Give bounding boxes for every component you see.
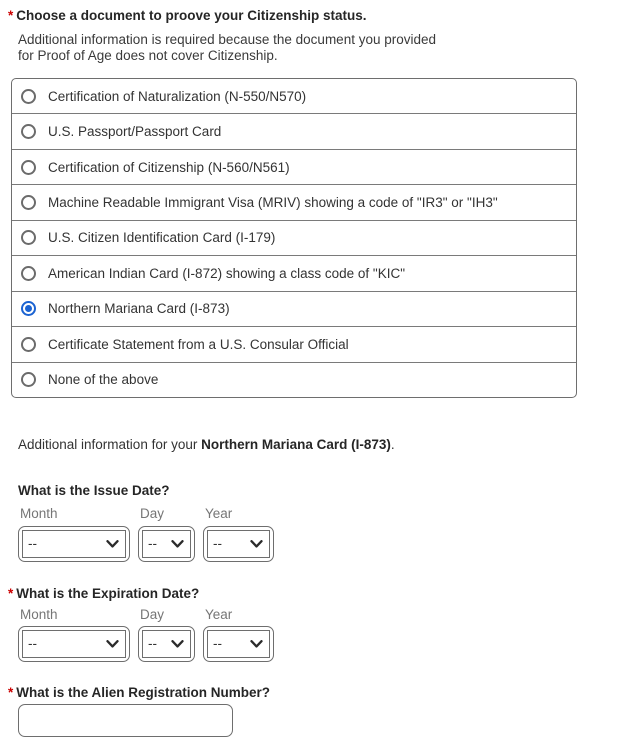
alien-registration-question bbox=[8, 685, 618, 700]
required-asterisk: * bbox=[8, 8, 14, 23]
description bbox=[18, 32, 618, 64]
option-row[interactable] bbox=[12, 362, 576, 397]
page-title-text: Choose a document to proove your Citizenship status. bbox=[16, 8, 367, 23]
option-label: U.S. Citizen Identification Card (I-179) bbox=[48, 230, 276, 246]
issue-date-selects bbox=[18, 526, 618, 562]
citizenship-document-options bbox=[11, 78, 577, 398]
required-asterisk: * bbox=[8, 685, 14, 700]
expiration-day-value: -- bbox=[148, 636, 157, 651]
year-label: Year bbox=[205, 506, 233, 521]
issue-month-select[interactable] bbox=[18, 526, 130, 562]
chevron-down-icon bbox=[171, 540, 184, 548]
issue-date-labels bbox=[18, 507, 618, 521]
chevron-down-icon bbox=[250, 540, 263, 548]
option-row[interactable] bbox=[12, 149, 576, 184]
option-row[interactable] bbox=[12, 79, 576, 113]
selected-document-name: Northern Mariana Card (I-873) bbox=[201, 437, 391, 452]
expiration-month-select[interactable] bbox=[18, 626, 130, 662]
radio-button-icon[interactable] bbox=[21, 301, 36, 316]
radio-button-icon[interactable] bbox=[21, 337, 36, 352]
option-label: U.S. Passport/Passport Card bbox=[48, 124, 222, 140]
month-label: Month bbox=[20, 607, 58, 622]
month-label: Month bbox=[20, 506, 58, 521]
additional-info-suffix: . bbox=[390, 437, 395, 452]
option-row[interactable] bbox=[12, 255, 576, 290]
issue-date-question-text: What is the Issue Date? bbox=[18, 483, 170, 498]
radio-button-icon[interactable] bbox=[21, 195, 36, 210]
issue-month-value: -- bbox=[28, 536, 37, 551]
additional-info-prefix: Additional information for your bbox=[18, 437, 202, 452]
expiration-date-question-text: What is the Expiration Date? bbox=[16, 586, 200, 601]
option-label: American Indian Card (I-872) showing a class code of "KIC" bbox=[48, 265, 405, 281]
issue-date-question bbox=[18, 483, 618, 498]
required-asterisk: * bbox=[8, 586, 14, 601]
option-row[interactable] bbox=[12, 184, 576, 219]
option-row[interactable] bbox=[12, 220, 576, 255]
radio-button-icon[interactable] bbox=[21, 160, 36, 175]
radio-button-icon[interactable] bbox=[21, 230, 36, 245]
radio-button-icon[interactable] bbox=[21, 89, 36, 104]
option-label: Certification of Citizenship (N-560/N561) bbox=[48, 159, 290, 175]
expiration-date-labels bbox=[18, 608, 618, 622]
option-label: Certification of Naturalization (N-550/N570) bbox=[48, 88, 307, 104]
year-label: Year bbox=[205, 607, 233, 622]
expiration-year-select[interactable] bbox=[203, 626, 274, 662]
option-label: None of the above bbox=[48, 372, 159, 388]
expiration-date-selects bbox=[18, 626, 618, 662]
issue-day-select[interactable] bbox=[138, 526, 195, 562]
chevron-down-icon bbox=[106, 640, 119, 648]
day-label: Day bbox=[140, 607, 165, 622]
issue-day-value: -- bbox=[148, 536, 157, 551]
option-row[interactable] bbox=[12, 291, 576, 326]
radio-button-icon[interactable] bbox=[21, 124, 36, 139]
issue-year-value: -- bbox=[213, 536, 222, 551]
description-line-2: for Proof of Age does not cover Citizenship. bbox=[18, 48, 278, 63]
radio-button-icon[interactable] bbox=[21, 372, 36, 387]
issue-year-select[interactable] bbox=[203, 526, 274, 562]
option-row[interactable] bbox=[12, 326, 576, 361]
chevron-down-icon bbox=[106, 540, 119, 548]
expiration-month-value: -- bbox=[28, 636, 37, 651]
alien-registration-input[interactable] bbox=[18, 704, 233, 737]
expiration-day-select[interactable] bbox=[138, 626, 195, 662]
option-label: Machine Readable Immigrant Visa (MRIV) showing a code of "IR3" or "IH3" bbox=[48, 195, 498, 211]
description-line-1: Additional information is required because the document you provided bbox=[18, 32, 437, 47]
chevron-down-icon bbox=[171, 640, 184, 648]
radio-button-icon[interactable] bbox=[21, 266, 36, 281]
additional-info-line bbox=[18, 437, 618, 452]
day-label: Day bbox=[140, 506, 165, 521]
option-label: Northern Mariana Card (I-873) bbox=[48, 301, 230, 317]
alien-registration-question-text: What is the Alien Registration Number? bbox=[16, 685, 271, 700]
option-label: Certificate Statement from a U.S. Consular Official bbox=[48, 336, 349, 352]
chevron-down-icon bbox=[250, 640, 263, 648]
expiration-year-value: -- bbox=[213, 636, 222, 651]
option-row[interactable] bbox=[12, 113, 576, 148]
expiration-date-question bbox=[8, 586, 618, 601]
page-title bbox=[8, 8, 618, 23]
